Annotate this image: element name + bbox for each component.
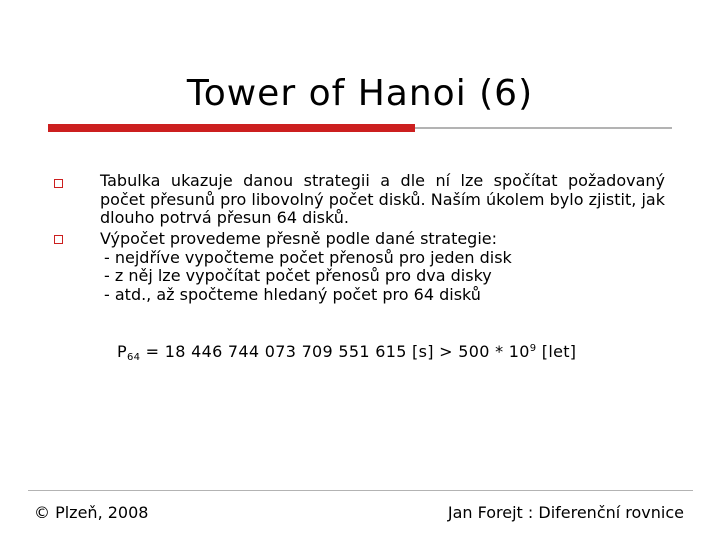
formula-subscript: 64 [126, 352, 141, 363]
slide-title: Tower of Hanoi (6) [186, 73, 534, 114]
title-divider-rule [415, 127, 672, 129]
footer-divider-rule [28, 490, 693, 491]
title-accent-rule [48, 124, 415, 132]
footer-copyright: © Plzeň, 2008 [34, 503, 149, 522]
step-line: - nejdříve vypočteme počet přenosů pro jeden disk [104, 247, 512, 267]
hollow-square-bullet-icon [54, 179, 63, 188]
result-formula [117, 338, 576, 369]
formula-unit: [let] [536, 342, 577, 361]
step-line: - atd., až spočteme hledaný počet pro 64 disků [104, 284, 481, 304]
step-line: - z něj lze vypočítat počet přenosů pro dva disky [104, 266, 492, 286]
bullet-paragraph-2 [100, 230, 665, 304]
formula-symbol: P [117, 342, 127, 361]
hollow-square-bullet-icon [54, 235, 63, 244]
footer-author: Jan Forejt : Diferenční rovnice [447, 503, 684, 522]
formula-value: = 18 446 744 073 709 551 615 [s] > 500 * 10 [140, 342, 530, 361]
formula-exponent: 9 [529, 343, 537, 354]
bullet-paragraph-2-lead: Výpočet provedeme přesně podle dané strategie: [100, 229, 498, 248]
bullet-paragraph-1: Tabulka ukazuje danou strategii a dle ní lze spočítat požadovaný počet přesunů pro libovolný počet disků. Naším úkolem bylo zjistit, jak dlouho potrvá přesun 64 disků. [100, 171, 665, 228]
